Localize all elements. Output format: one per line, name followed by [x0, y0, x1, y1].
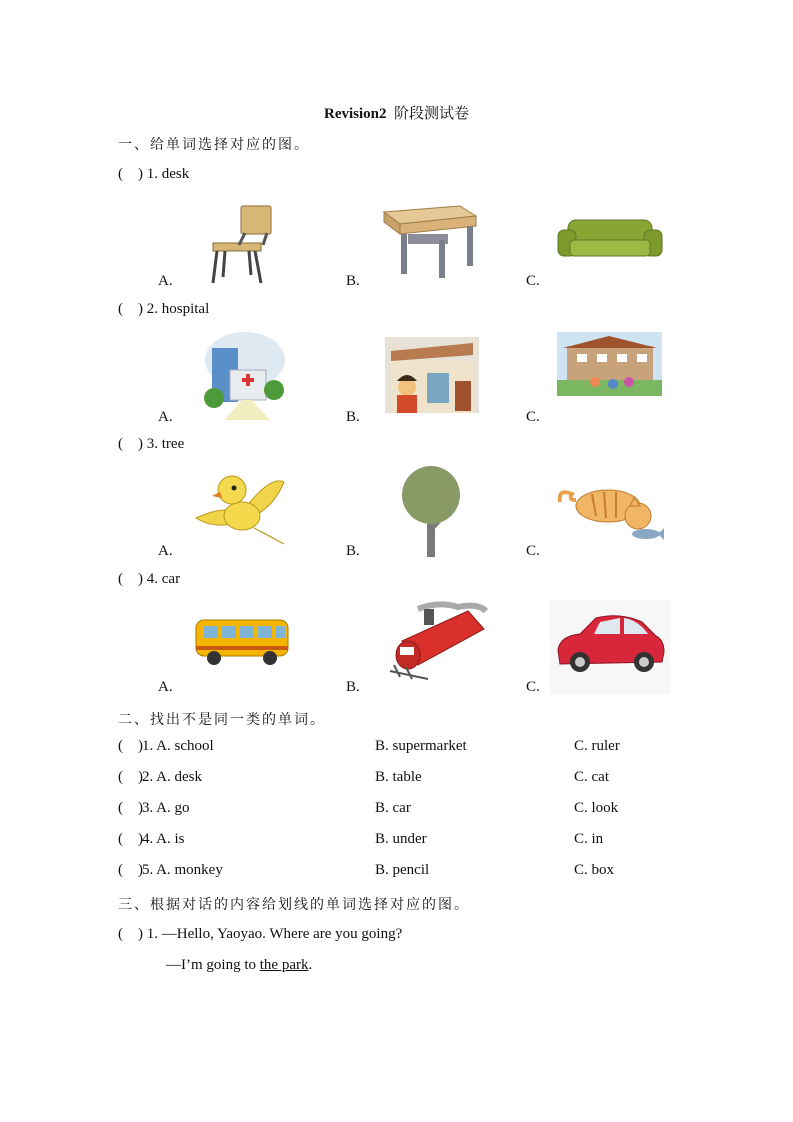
question-text: 4. car [146, 571, 181, 587]
option-b[interactable]: B. [346, 543, 360, 559]
option-c: C. ruler [574, 738, 620, 754]
option-b[interactable]: B. [346, 273, 360, 289]
cat-image [556, 480, 664, 542]
answer-bracket[interactable]: ( ) [118, 862, 143, 878]
option-a: 2. A. desk [142, 769, 202, 785]
option-a: 3. A. go [142, 800, 190, 816]
option-c[interactable]: C. [526, 543, 540, 559]
question-4 [118, 571, 180, 588]
option-a: 4. A. is [142, 831, 185, 847]
dialogue-suffix: . [308, 957, 313, 973]
train-image [388, 601, 488, 681]
title-bold: Revision2 [323, 106, 387, 122]
option-a[interactable]: A. [158, 409, 173, 425]
desk-image [380, 204, 480, 280]
option-b: B. car [375, 800, 411, 816]
section2-heading: 二、找出不是同一类的单词。 [118, 712, 326, 728]
option-b: B. pencil [375, 862, 430, 878]
section3-heading: 三、根据对话的内容给划线的单词选择对应的图。 [118, 897, 470, 913]
option-c[interactable]: C. [526, 409, 540, 425]
option-a[interactable]: A. [158, 679, 173, 695]
option-b[interactable]: B. [346, 409, 360, 425]
hospital-image [200, 330, 286, 420]
dialogue-line-2 [166, 957, 312, 974]
sofa-image [556, 218, 664, 262]
option-c[interactable]: C. [526, 273, 540, 289]
option-c: C. cat [574, 769, 609, 785]
option-c: C. box [574, 862, 615, 878]
answer-bracket[interactable]: ( ) [118, 571, 143, 587]
question-3 [118, 436, 184, 453]
option-c: C. in [574, 831, 604, 847]
page-title [0, 102, 793, 123]
bird-image [192, 472, 288, 546]
option-a[interactable]: A. [158, 273, 173, 289]
dialogue-prefix: —I’m going to [166, 957, 260, 973]
answer-bracket[interactable]: ( ) [118, 926, 143, 942]
option-c[interactable]: C. [526, 679, 540, 695]
answer-bracket[interactable]: ( ) [118, 769, 143, 785]
answer-bracket[interactable]: ( ) [118, 800, 143, 816]
question-1 [118, 166, 189, 183]
option-b: B. under [375, 831, 427, 847]
car-image [550, 600, 670, 694]
underlined-word: the park [259, 957, 309, 973]
school-image [557, 332, 662, 396]
question-text: 3. tree [146, 436, 185, 452]
option-b[interactable]: B. [346, 679, 360, 695]
title-rest: 阶段测试卷 [394, 106, 470, 122]
option-c: C. look [574, 800, 619, 816]
answer-bracket[interactable]: ( ) [118, 436, 143, 452]
answer-bracket[interactable]: ( ) [118, 831, 143, 847]
question-s3-1 [118, 926, 402, 943]
answer-bracket[interactable]: ( ) [118, 738, 143, 754]
option-a[interactable]: A. [158, 543, 173, 559]
option-b: B. table [375, 769, 422, 785]
chair-image [205, 203, 275, 285]
shop-image [385, 337, 479, 413]
option-a: 1. A. school [142, 738, 214, 754]
option-a: 5. A. monkey [142, 862, 223, 878]
option-b: B. supermarket [375, 738, 467, 754]
answer-bracket[interactable]: ( ) [118, 301, 143, 317]
section1-heading: 一、给单词选择对应的图。 [118, 137, 310, 153]
dialogue-line-1: 1. —Hello, Yaoyao. Where are you going? [146, 926, 403, 942]
question-2 [118, 301, 209, 318]
bus-image [192, 616, 292, 668]
tree-image [400, 465, 464, 557]
question-text: 1. desk [146, 166, 190, 182]
answer-bracket[interactable]: ( ) [118, 166, 143, 182]
question-text: 2. hospital [146, 301, 210, 317]
